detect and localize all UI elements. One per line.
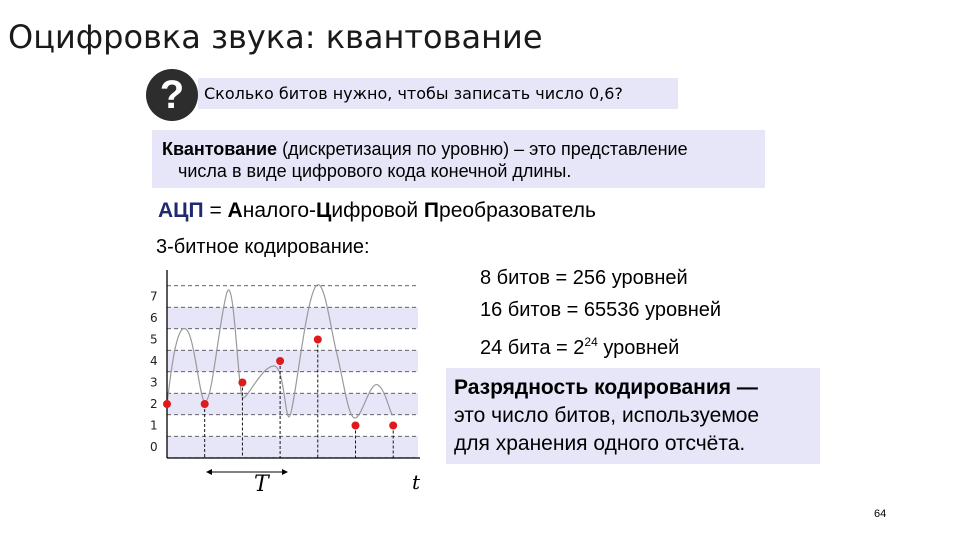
adc-letter-a: А [227, 199, 243, 222]
adc-word-2: ифровой [331, 199, 424, 222]
question-box: Сколько битов нужно, чтобы записать число 0,6? [198, 78, 678, 109]
levels-line-8bit: 8 битов = 256 уровней [480, 267, 688, 289]
adc-eq: = [203, 199, 228, 222]
adc-abbr: АЦП [158, 199, 204, 222]
period-arrow-left [206, 469, 212, 475]
page-title: Оцифровка звука: квантование [8, 18, 543, 56]
levels-24-exponent: 24 [584, 335, 598, 349]
question-glyph: ? [159, 73, 185, 117]
bit-depth-dash: — [731, 376, 758, 399]
bit-depth-line3: для хранения одного отсчёта. [454, 432, 746, 455]
y-level-label: 6 [150, 311, 158, 325]
levels-line-16bit: 16 битов = 65536 уровней [480, 299, 722, 321]
levels-24-pre: 24 бита = 2 [480, 337, 585, 359]
sample-point [238, 379, 246, 387]
level-band [167, 350, 418, 372]
sample-point [276, 357, 284, 365]
definition-term: Квантование [162, 139, 278, 159]
y-level-label: 2 [150, 397, 158, 411]
y-axis-level-labels [150, 290, 158, 455]
period-arrow-right [282, 469, 288, 475]
bit-depth-line2: это число битов, используемое [454, 404, 760, 427]
y-level-label: 5 [150, 332, 158, 347]
sample-point [314, 336, 322, 344]
adc-letter-ts: Ц [316, 199, 332, 222]
sample-point [389, 422, 397, 430]
period-indicator [206, 469, 288, 497]
definition-text: (дискретизация по уровню) – это представление [277, 139, 688, 159]
sample-point [352, 422, 360, 430]
page-number: 64 [874, 508, 887, 520]
adc-word-1: налого- [242, 199, 317, 222]
levels-24-post: уровней [597, 337, 680, 359]
level-band [167, 307, 418, 329]
y-level-label: 7 [150, 289, 158, 304]
y-level-label: 1 [150, 418, 158, 433]
adc-word-3: реобразователь [439, 199, 596, 222]
y-level-label: 3 [150, 375, 158, 390]
period-label: T [254, 472, 269, 497]
time-axis-label: t [412, 470, 421, 494]
bit-depth-term: Разрядность кодирования [454, 376, 732, 399]
adc-letter-p: П [423, 199, 440, 222]
y-level-label: 0 [150, 440, 158, 454]
y-level-label: 4 [150, 354, 158, 368]
definition-text-line2: числа в виде цифрового кода конечной длины. [178, 161, 572, 181]
sample-point [163, 400, 171, 408]
sample-point [201, 400, 209, 408]
encoding-label: 3-битное кодирование: [156, 236, 370, 258]
